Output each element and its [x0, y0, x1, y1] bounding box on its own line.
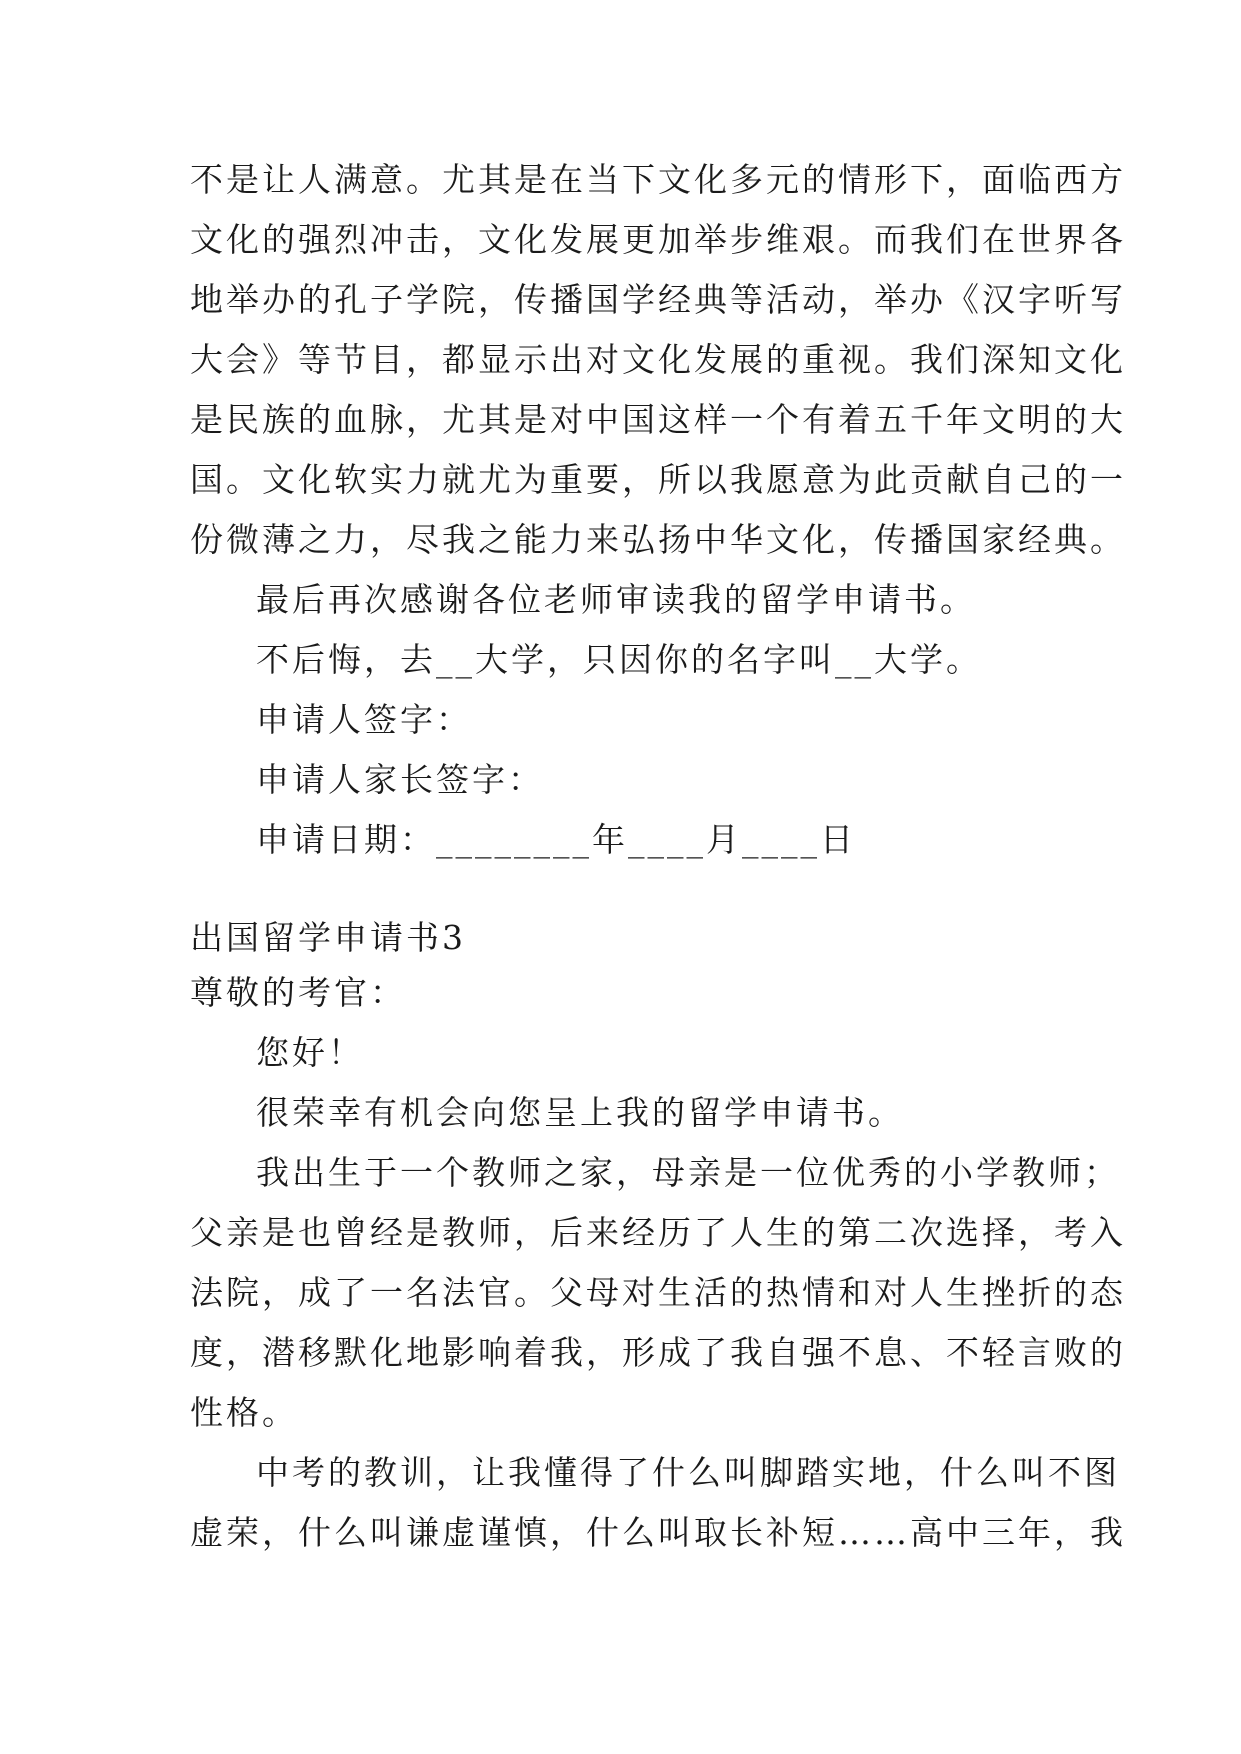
- letter-body: [190, 1023, 1126, 1563]
- paragraph-line: 性格。: [190, 1393, 298, 1432]
- paragraph-line: 国。文化软实力就尤为重要，所以我愿意为此贡献自己的一: [190, 460, 1126, 499]
- slogan-line: 不后悔，去__大学，只因你的名字叫__大学。: [256, 640, 982, 679]
- paragraph-line: 中考的教训，让我懂得了什么叫脚踏实地，什么叫不图: [256, 1453, 1120, 1492]
- paragraph-line: 地举办的孔子学院，传播国学经典等活动，举办《汉字听写: [190, 280, 1126, 319]
- thanks-line: 最后再次感谢各位老师审读我的留学申请书。: [256, 580, 976, 619]
- paragraph-line: 是民族的血脉，尤其是对中国这样一个有着五千年文明的大: [190, 400, 1126, 439]
- intro-line: 很荣幸有机会向您呈上我的留学申请书。: [256, 1093, 904, 1132]
- applicant-signature-line: 申请人签字：: [256, 700, 472, 739]
- paragraph-line: 不是让人满意。尤其是在当下文化多元的情形下，面临西方: [190, 160, 1126, 199]
- paragraph-line: 度，潜移默化地影响着我，形成了我自强不息、不轻言败的: [190, 1333, 1126, 1372]
- paragraph-line: 虚荣，什么叫谦虚谨慎，什么叫取长补短……高中三年，我: [190, 1513, 1126, 1552]
- paragraph-line: 父亲是也曾经是教师，后来经历了人生的第二次选择，考入: [190, 1213, 1126, 1252]
- parent-signature-line: 申请人家长签字：: [256, 760, 544, 799]
- paragraph-line: 大会》等节目，都显示出对文化发展的重视。我们深知文化: [190, 340, 1126, 379]
- paragraph-line: 份微薄之力，尽我之能力来弘扬中华文化，传播国家经典。: [190, 520, 1126, 559]
- continued-paragraph: [190, 150, 1126, 870]
- greeting-line: 您好！: [256, 1033, 364, 1072]
- paragraph-line: 文化的强烈冲击，文化发展更加举步维艰。而我们在世界各: [190, 220, 1126, 259]
- salutation: 尊敬的考官：: [190, 973, 406, 1012]
- date-line: 申请日期：________年____月____日: [256, 820, 856, 859]
- paragraph-line: 法院，成了一名法官。父母对生活的热情和对人生挫折的态: [190, 1273, 1126, 1312]
- paragraph-line: 我出生于一个教师之家，母亲是一位优秀的小学教师；: [256, 1153, 1120, 1192]
- letter-title: 出国留学申请书3: [190, 918, 466, 957]
